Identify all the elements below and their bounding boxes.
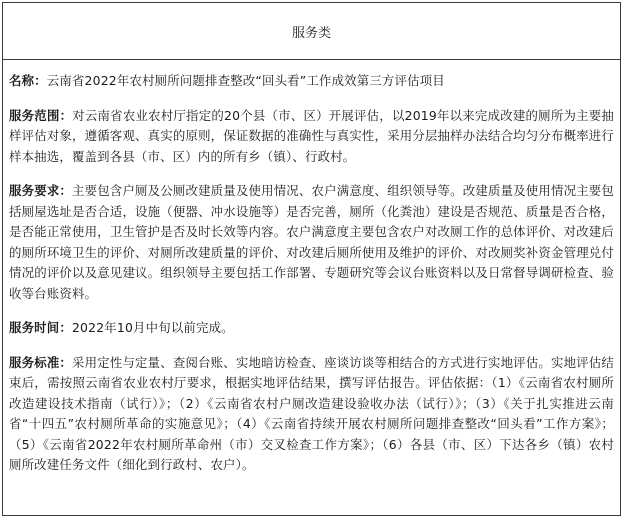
section-label: 服务标准： bbox=[9, 354, 73, 370]
section-name bbox=[9, 71, 614, 92]
section-text: 对云南省农业农村厅指定的20个县（市、区）开展评估，以2019年以来完成改建的厕所为主要抽样评估对象，遵循客观、真实的原则，保证数据的准确性与真实性，采用分层抽样办法结合均匀分布概率进行样本抽选，覆盖到各县（市、区）内的所有乡（镇）、行政村。 bbox=[9, 107, 614, 164]
section-requirements bbox=[9, 181, 614, 304]
section-scope bbox=[9, 106, 614, 168]
section-standards bbox=[9, 353, 614, 476]
section-label: 服务范围： bbox=[9, 107, 73, 123]
header-title: 服务类 bbox=[291, 25, 331, 41]
table-body-cell bbox=[3, 60, 620, 476]
section-label: 名称： bbox=[9, 73, 47, 88]
section-time bbox=[9, 318, 614, 339]
section-label: 服务要求： bbox=[9, 183, 73, 198]
document-table bbox=[2, 2, 621, 516]
section-text: 采用定性与定量、查阅台账、实地暗访检查、座谈访谈等相结合的方式进行实地评估。实地评估结束后，需按照云南省农业农村厅要求，根据实地评估结果，撰写评估报告。评估依据：（1）《云南省农村厕所改造建设技术指南（试行）》；（2）《云南省农村户厕改造建设验收办法（试行）》；（3）《关于扎实推进云南省“十四五”农村厕所革命的实施意见》；（4）《云南省持续开展农村厕所问题排查整改“回头看”工作方案》；（5）《云南省2022年农村厕所革命州（市）交叉检查工作方案》；（6）各县（市、区）下达各乡（镇）农村厕所改建任务文件（细化到行政村、农户）。 bbox=[9, 354, 614, 472]
section-text: 2022年10月中旬以前完成。 bbox=[71, 320, 234, 335]
table-header bbox=[3, 3, 620, 60]
section-text: 云南省2022年农村厕所问题排查整改“回头看”工作成效第三方评估项目 bbox=[46, 73, 445, 88]
section-label: 服务时间： bbox=[9, 320, 72, 335]
section-text: 主要包含户厕及公厕改建质量及使用情况、农户满意度、组织领导等。改建质量及使用情况主要包括厕屋选址是否合适，设施（便器、冲水设施等）是否完善，厕所（化粪池）建设是否规范、质量是否合格，是否能正常使用，卫生管护是否及时长效等内容。农户满意度主要包含农户对改厕工作的总体评价、对改建后的厕所环境卫生的评价、对厕所改建质量的评价、对改建后厕所使用及维护的评价、对改厕奖补资金管理兑付情况的评价以及意见建议。组织领导主要包括工作部署、专题研究等会议台账资料以及日常督导调研检查、验收等台账资料。 bbox=[9, 183, 614, 301]
